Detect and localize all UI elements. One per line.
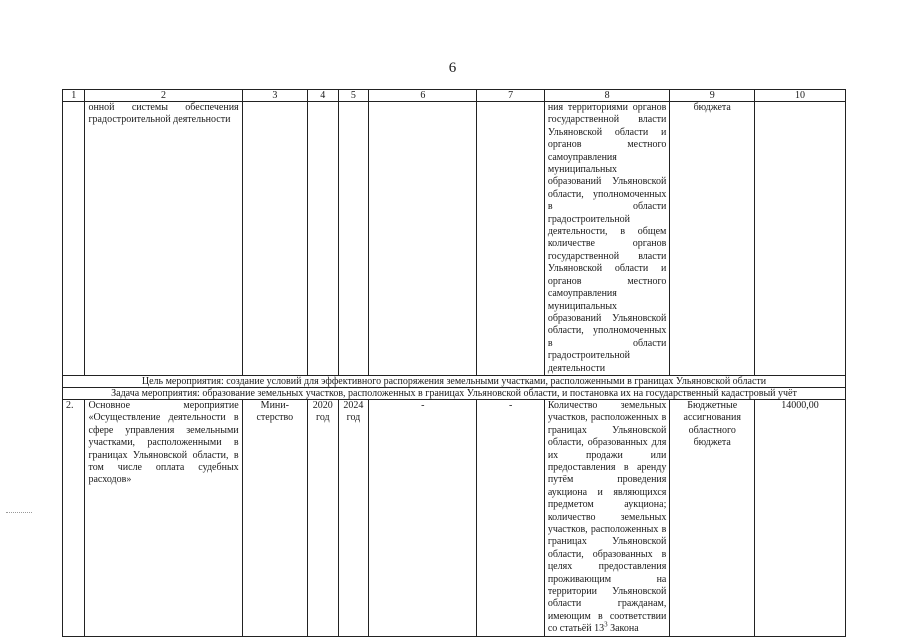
table-row-continued	[63, 102, 846, 376]
col-num-1: 1	[63, 90, 85, 102]
col-num-7: 7	[477, 90, 544, 102]
cell-funding-source: Бюджетные ассигнования областного бюджета	[670, 399, 755, 636]
col-num-9: 9	[670, 90, 755, 102]
task-row	[63, 387, 846, 399]
col-num-8: 8	[544, 90, 670, 102]
cell-amount: 14000,00	[755, 399, 846, 636]
cell-start	[307, 102, 338, 376]
column-number-row	[63, 90, 846, 102]
cell-number: 2.	[63, 399, 85, 636]
col-num-4: 4	[307, 90, 338, 102]
col-num-10: 10	[755, 90, 846, 102]
goal-row	[63, 375, 846, 387]
cell-activity-name: Основное мероприятие «Осуществление деятельности в сфере управления земельными участками, расположенными в границах Ульяновской области, в том числе оплата судебных расходов»	[85, 399, 242, 636]
cell-col6: -	[369, 399, 477, 636]
cell-col7	[477, 102, 544, 376]
program-table	[62, 89, 846, 637]
cell-funding-source: бюджета	[670, 102, 755, 376]
page-number: 6	[448, 60, 457, 76]
goal-text: Цель мероприятия: создание условий для эффективного распоряжения земельными участками, расположенными в границах Ульяновской области	[63, 375, 846, 387]
cell-amount	[755, 102, 846, 376]
scan-artifact	[6, 512, 32, 517]
cell-number	[63, 102, 85, 376]
col-num-3: 3	[242, 90, 307, 102]
task-text: Задача мероприятия: образование земельных участков, расположенных в границах Ульяновской области, и постановка их на государственный кадастровый учёт	[63, 387, 846, 399]
cell-activity-name: онной системы обеспечения градостроительной деятельности	[85, 102, 242, 376]
cell-indicator	[544, 399, 670, 636]
indicator-text: Количество земельных участков, расположенных в границах Ульяновской области, образованных для их продажи или предоставления в аренду путём проведения аукциона и являющихся предметом аукциона; количество земельных участков, расположенных в границах Ульяновской области, образованных в целях предоставления проживающим на территории Ульяновской области гражданам, имеющим в соответствии со статьёй 13	[547, 399, 667, 635]
cell-col7: -	[477, 399, 544, 636]
cell-indicator: ния территориями органов государственной власти Ульяновской области и органов местного самоуправления муниципальных образований Ульяновской области, уполномоченных в области градостроительной деятельности, в общем количестве органов государственной власти Ульяновской области и органов местного самоуправления муниципальных образований Ульяновской области, уполномоченных в области градостроительной деятельности	[544, 102, 670, 376]
cell-executor	[242, 102, 307, 376]
col-num-5: 5	[338, 90, 369, 102]
cell-end: 2024 год	[338, 399, 369, 636]
table-row	[63, 399, 846, 636]
article-superscript: 3	[604, 620, 608, 629]
cell-start: 2020 год	[307, 399, 338, 636]
cell-col6	[369, 102, 477, 376]
indicator-tail: Закона	[607, 623, 639, 635]
cell-executor: Министерство	[242, 399, 307, 636]
cell-end	[338, 102, 369, 376]
col-num-2: 2	[85, 90, 242, 102]
col-num-6: 6	[369, 90, 477, 102]
